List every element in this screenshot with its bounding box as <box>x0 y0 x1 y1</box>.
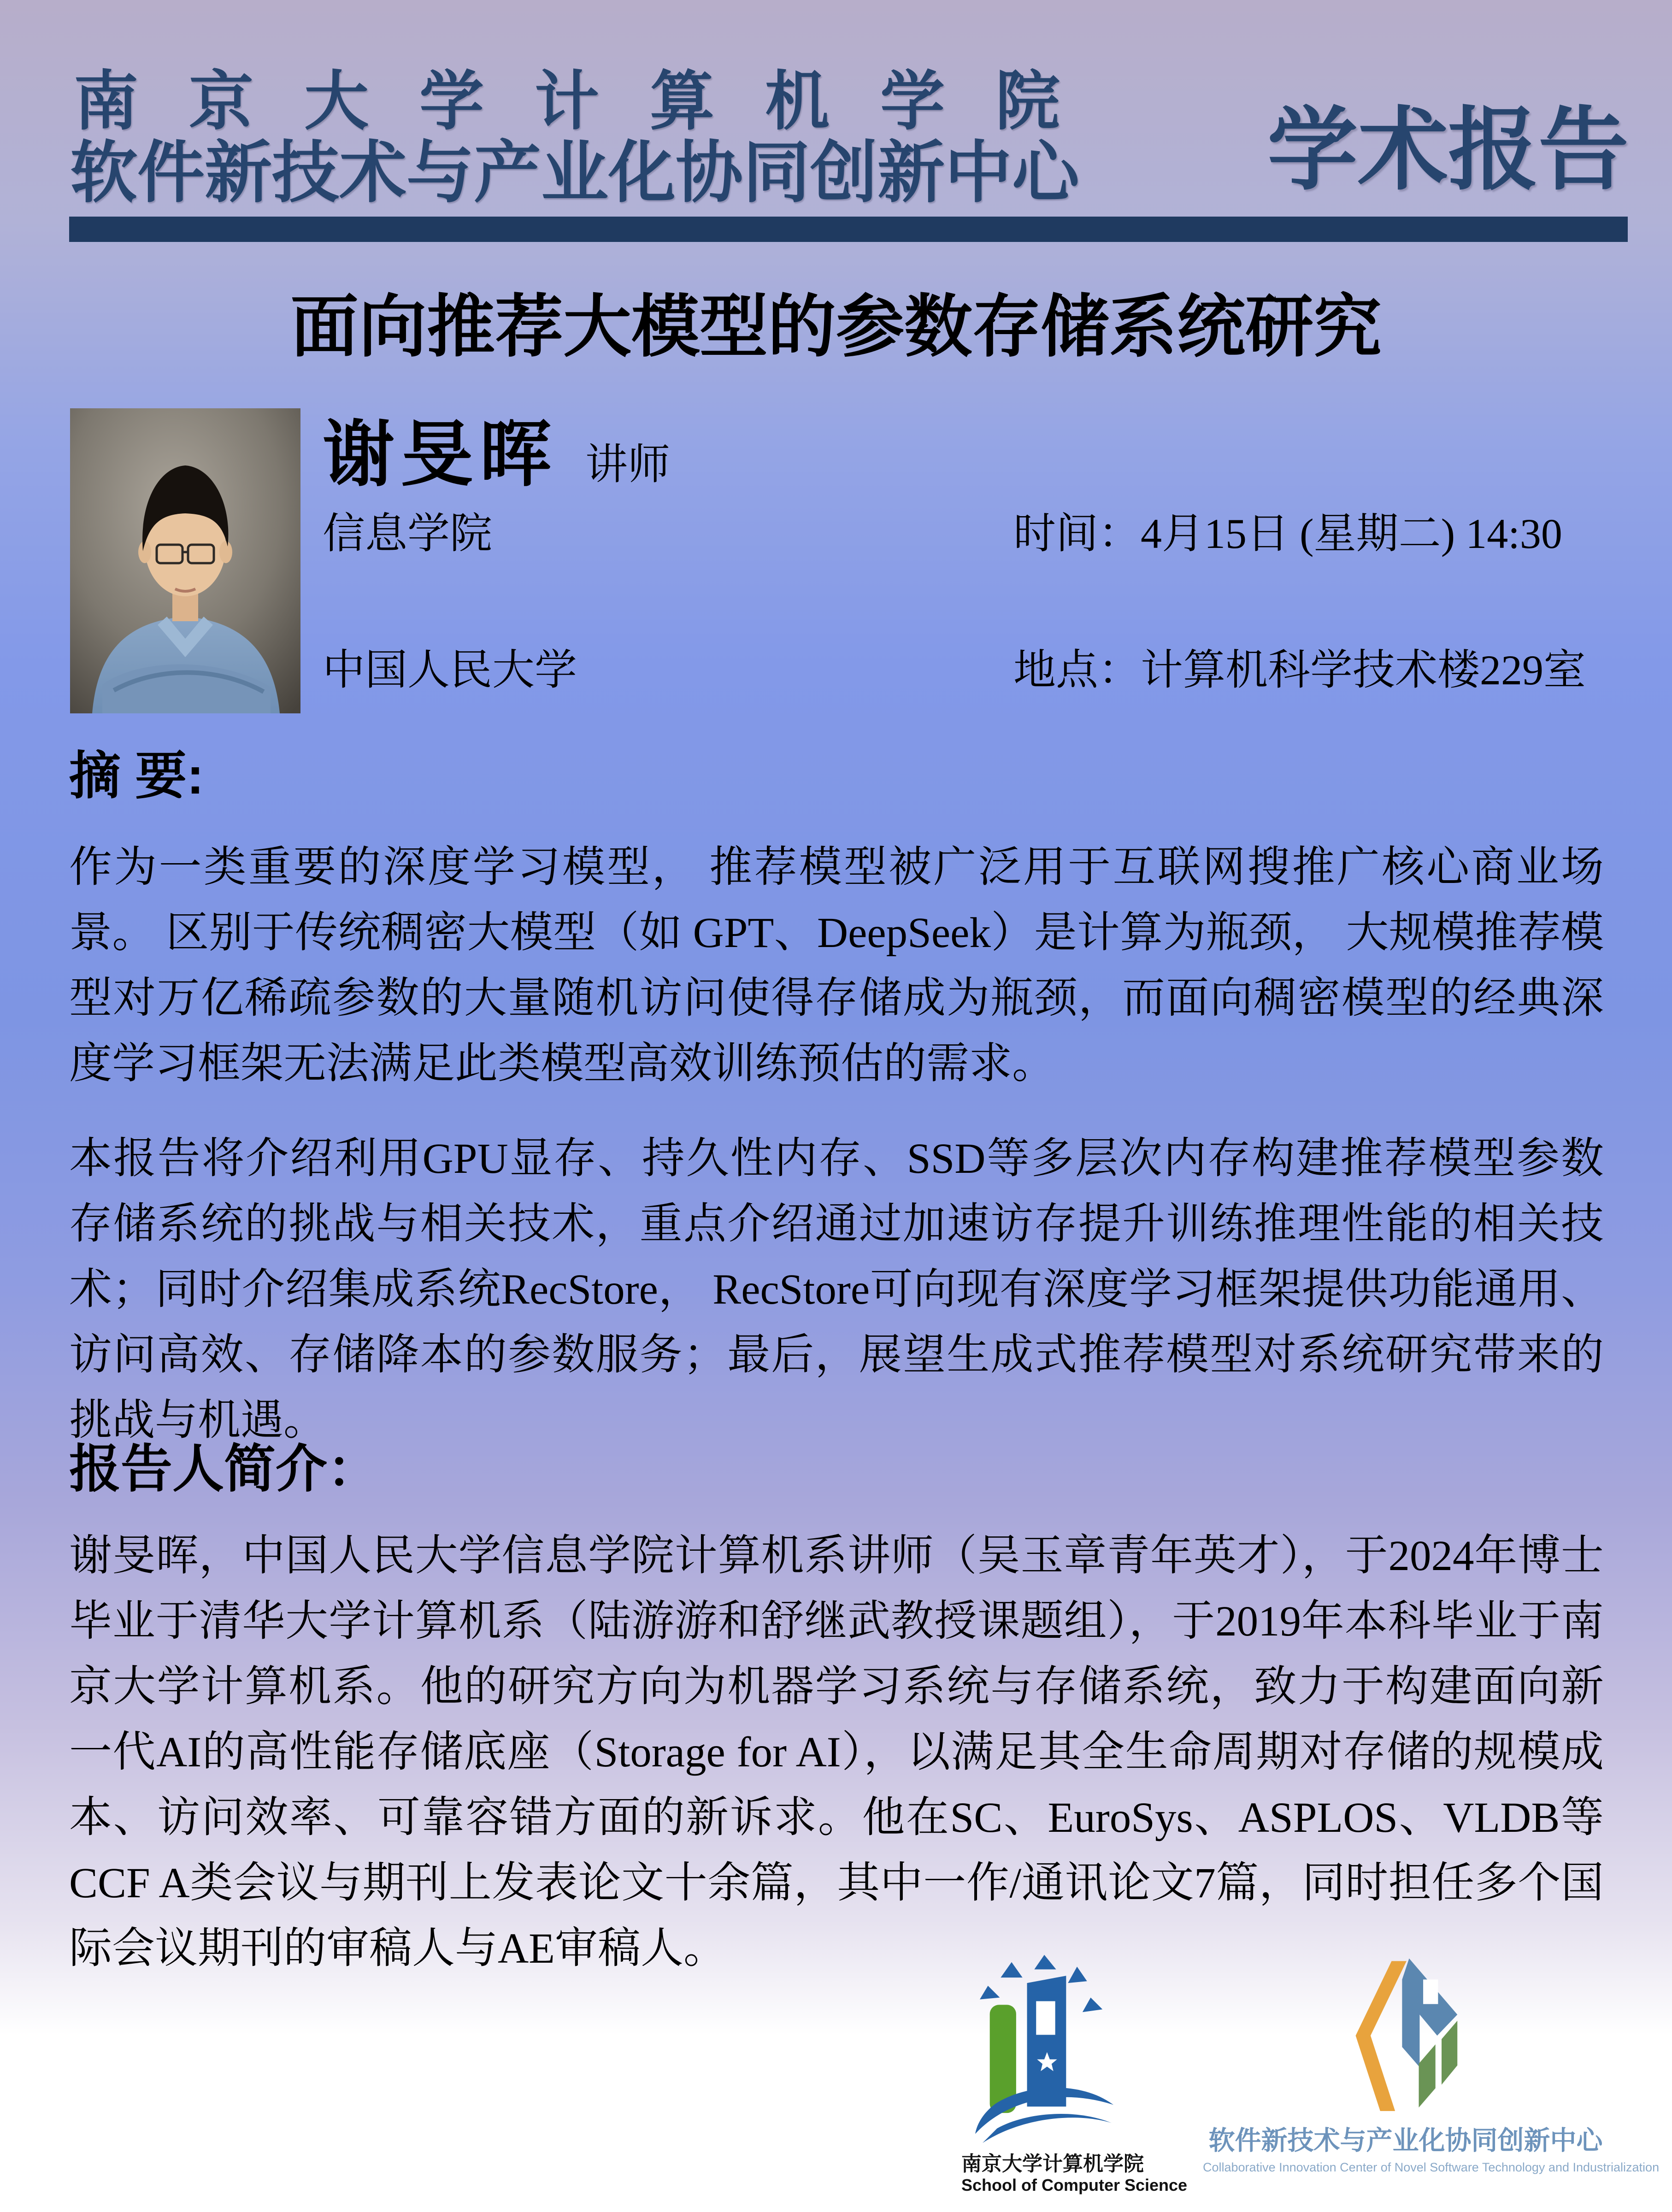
nju-cs-logo-name-en: School of Computer Science <box>961 2176 1188 2195</box>
talk-title: 面向推荐大模型的参数存储系统研究 <box>290 289 1382 365</box>
abstract-paragraph-1: 作为一类重要的深度学习模型， 推荐模型被广泛用于互联网搜推广核心商业场景。 区别于传统稠密大模型（如 GPT、DeepSeek）是计算为瓶颈， 大规模推荐模型对万亿稀疏参数的大量随机访问使得存储成为瓶颈，而面向稠密模型的经典深度学习框架无法满足此类模型高效训练预估的需求。 <box>69 844 1604 1088</box>
nju-cs-logo-name-cn: 南京大学计算机学院 <box>961 2153 1144 2175</box>
speaker-department: 信息学院 <box>323 510 493 557</box>
bio-heading: 报告人简介： <box>69 1440 379 1498</box>
abstract-heading: 摘 要: <box>69 747 204 805</box>
nju-cs-logo-block <box>961 1954 1188 2195</box>
innovation-center-logo-name-en: Collaborative Innovation Center of Novel Software Technology and Industrialization <box>1203 2160 1660 2174</box>
speaker-portrait-illustration <box>70 408 300 713</box>
speaker-name: 谢旻晖 <box>323 415 558 495</box>
nju-cs-logo-icon <box>971 1954 1118 2149</box>
innovation-center-logo-block <box>1203 1957 1660 2175</box>
speaker-job-title: 讲师 <box>585 441 671 488</box>
speaker-photo <box>70 408 300 713</box>
event-time: 时间：4月15日 (星期二) 14:30 <box>1013 510 1562 557</box>
bio-text: 谢旻晖，中国人民大学信息学院计算机系讲师（吴玉章青年英才），于2024年博士毕业于清华大学计算机系（陆游游和舒继武教授课题组），于2019年本科毕业于南京大学计算机系。他的研究方向为机器学习系统与存储系统，致力于构建面向新一代AI的高性能存储底座（Storage for AI），以满足其全生命周期对存储的规模成本、访问效率、可靠容错方面的新诉求。他在SC、EuroSys、ASPLOS、VLDB等CCF A类会议与期刊上发表论文十余篇，其中一作/通讯论文7篇，同时担任多个国际会议期刊的审稿人与AE审稿人。 <box>69 1532 1604 1972</box>
abstract-paragraph-2: 本报告将介绍利用GPU显存、持久性内存、SSD等多层次内存构建推荐模型参数存储系统的挑战与相关技术，重点介绍通过加速访存提升训练推理性能的相关技术；同时介绍集成系统RecStore， RecStore可向现有深度学习框架提供功能通用、访问高效、存储降本的参数服务；最后，展望生成式推荐模型对系统研究带来的挑战与机遇。 <box>69 1135 1604 1444</box>
header-divider-bar <box>69 217 1628 242</box>
speaker-university: 中国人民大学 <box>323 647 577 694</box>
header-center-name: 软件新技术与产业化协同创新中心 <box>70 135 1079 210</box>
header-school-name: 南京大学计算机学院 <box>74 65 1111 137</box>
innovation-center-logo-icon <box>1344 1957 1467 2119</box>
event-location: 地点：计算机科学技术楼229室 <box>1013 647 1586 694</box>
seminar-type-badge: 学术报告 <box>1267 100 1629 200</box>
innovation-center-logo-name-cn: 软件新技术与产业化协同创新中心 <box>1208 2126 1603 2155</box>
